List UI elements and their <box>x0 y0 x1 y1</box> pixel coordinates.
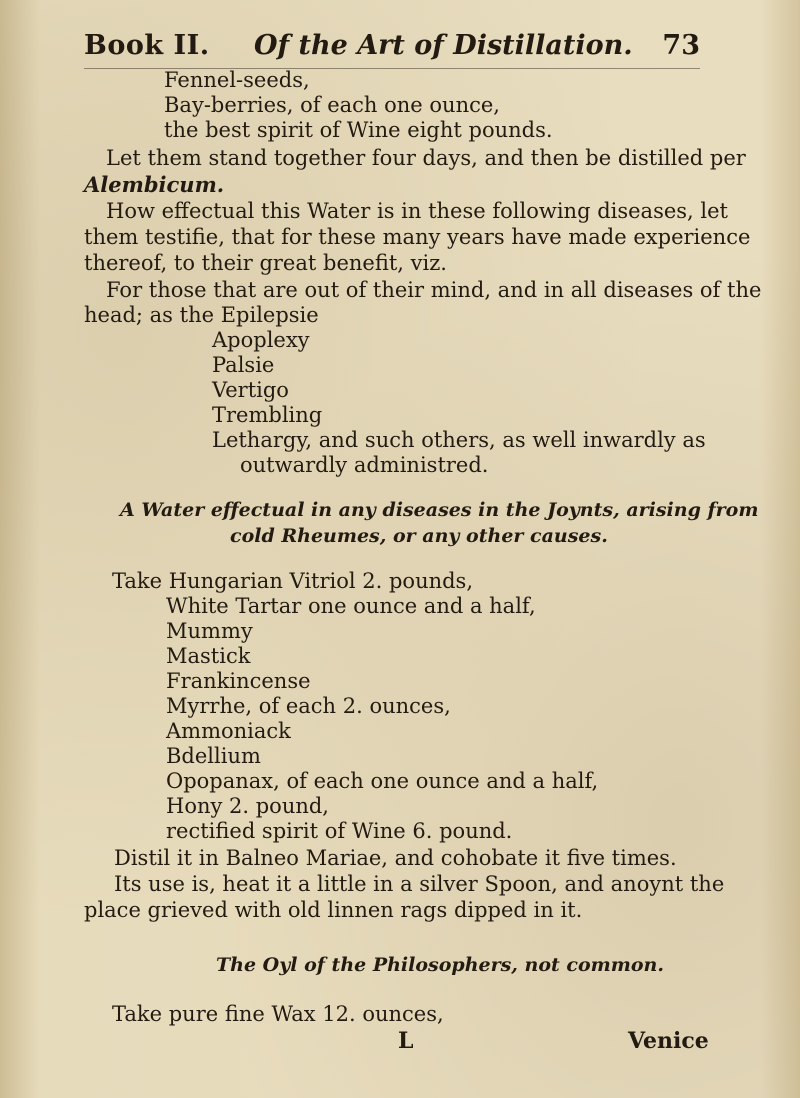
text-line: Its use is, heat it a little in a silver Spoon, and anoynt the <box>114 872 725 896</box>
text-line: Distil it in Balneo Mariae, and cohobate it five times. <box>114 846 677 870</box>
text-line: Take pure fine Wax 12. ounces, <box>112 1002 444 1026</box>
section-heading: The Oyl of the Philosophers, not common. <box>216 954 664 976</box>
text-line: Take Hungarian Vitriol 2. pounds, <box>112 569 474 593</box>
text-line: Palsie <box>212 353 275 377</box>
text-line: Ammoniack <box>166 719 291 743</box>
text-line: Bay-berries, of each one ounce, <box>164 93 500 117</box>
text-line: place grieved with old linnen rags dipped in it. <box>84 898 583 922</box>
text-line: Myrrhe, of each 2. ounces, <box>166 694 451 718</box>
section-heading: cold Rheumes, or any other causes. <box>230 525 608 547</box>
text-line: Opopanax, of each one ounce and a half, <box>166 769 599 793</box>
text-line: thereof, to their great benefit, viz. <box>84 251 447 275</box>
text-line: White Tartar one ounce and a half, <box>166 594 536 618</box>
text-line: How effectual this Water is in these following diseases, let <box>106 199 728 223</box>
text-line: Trembling <box>212 403 323 427</box>
text-line: the best spirit of Wine eight pounds. <box>164 118 553 142</box>
text-line: rectified spirit of Wine 6. pound. <box>166 819 513 843</box>
text-line: Vertigo <box>212 378 289 402</box>
header-title: Of the Art of Distillation. <box>254 30 633 61</box>
text-line: For those that are out of their mind, and in all diseases of the <box>106 278 762 302</box>
text-line: head; as the Epilepsie <box>84 303 319 327</box>
section-heading: A Water effectual in any diseases in the Joynts, arising from <box>120 499 759 521</box>
text-line: Hony 2. pound, <box>166 794 329 818</box>
running-header <box>84 28 700 68</box>
text-line: Bdellium <box>166 744 261 768</box>
text-line: Mastick <box>166 644 251 668</box>
text-line: outwardly administred. <box>240 453 489 477</box>
text-line: them testifie, that for these many years have made experience <box>84 225 751 249</box>
catchword: Venice <box>628 1028 709 1054</box>
header-book: Book II. <box>84 30 210 61</box>
text-line: Fennel-seeds, <box>164 68 310 92</box>
page-number: 73 <box>662 30 700 61</box>
text-line: Frankincense <box>166 669 311 693</box>
signature-mark: L <box>398 1028 414 1054</box>
text-line: Let them stand together four days, and then be distilled per <box>106 146 746 170</box>
text-line: Apoplexy <box>212 328 310 352</box>
text-line: Alembicum. <box>84 172 225 197</box>
text-line: Mummy <box>166 619 253 643</box>
text-line: Lethargy, and such others, as well inwardly as <box>212 428 706 452</box>
